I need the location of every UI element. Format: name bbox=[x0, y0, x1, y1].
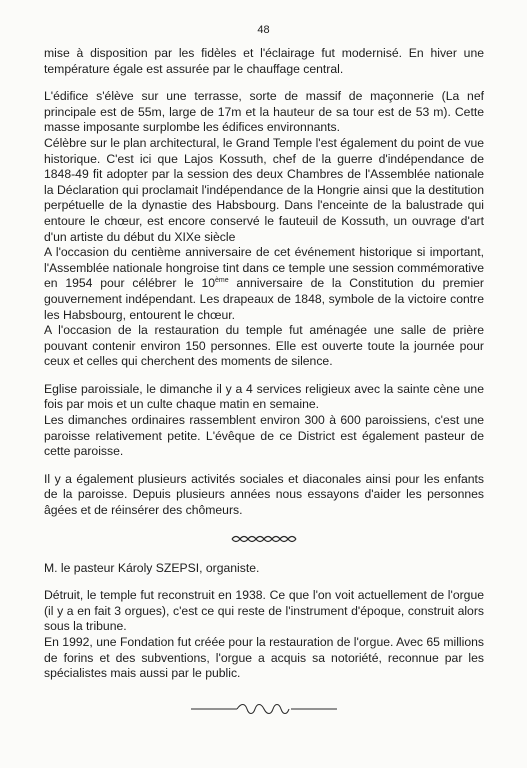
page-number: 48 bbox=[257, 24, 270, 36]
paragraph-parishioners: Les dimanches ordinaires rassemblent environ 300 à 600 paroissiens, c'est une paroisse relativement petite. L'évêque de ce District est également pasteur de cette paroisse. bbox=[44, 413, 484, 459]
paragraph-centenary bbox=[44, 245, 484, 323]
paragraph-prayer-room: A l'occasion de la restauration du temple fut aménagée une salle de prière pouvant contenir environ 150 personnes. Elle est ouverte toute la journée pour ceux et celles qui cherchent des moments de silence. bbox=[44, 323, 484, 369]
paragraph-foundation: En 1992, une Fondation fut créée pour la restauration de l'orgue. Avec 65 millions de forins et des subventions, l'orgue a acquis sa notoriété, reconnue par les spécialistes mais aussi par le public. bbox=[44, 635, 484, 681]
paragraph-services: Eglise paroissiale, le dimanche il y a 4 services religieux avec la sainte cène une fois par mois et un culte chaque matin en semaine. bbox=[44, 381, 484, 412]
ordinal-superscript: ème bbox=[215, 277, 229, 285]
paragraph-organist: M. le pasteur Károly SZEPSI, organiste. bbox=[44, 560, 260, 575]
ornament-divider-icon bbox=[229, 533, 299, 545]
paragraph-history: Célèbre sur le plan architectural, le Grand Temple l'est également du point de vue historique. C'est ici que Lajos Kossuth, chef de la guerre d'indépendance de 1848-49 fit adopter par la session des deux Chambres de l'Assemblée nationale la Déclaration qui proclamait l'indépendance de la Hongrie ainsi que la destitution perpétuelle de la dynastie des Habsbourg. Dans l'enceinte de la balustrade qui entoure le chœur, est encore conservé le fauteuil de Kossuth, un ouvrage d'art d'un artiste du début du XIXe siècle bbox=[44, 135, 484, 244]
centenary-text-continued: anniversaire de la Constitution du premier gouvernement indépendant. Les drapeaux de 1848, symbole de la victoire contre les Habsbourg, entourent le chœur. bbox=[44, 276, 484, 322]
document-body bbox=[44, 46, 484, 716]
centenary-text: A l'occasion du centième anniversaire de cet événement historique si important, l'Assemblée nationale hongroise tint dans ce temple une session commémorative en 1954 pour célébrer le 10 bbox=[44, 245, 484, 291]
flourish-divider-icon bbox=[189, 702, 339, 716]
paragraph-building: L'édifice s'élève sur une terrasse, sorte de massif de maçonnerie (La nef principale est de 55m, large de 17m et la hauteur de sa tour est de 53 m). Cette masse imposante surplombe les édifices environnants. bbox=[44, 89, 484, 135]
paragraph-heating: mise à disposition par les fidèles et l'éclairage fut modernisé. En hiver une température égale est assurée par le chauffage central. bbox=[44, 46, 484, 76]
paragraph-social: Il y a également plusieurs activités sociales et diaconales ainsi pour les enfants de la paroisse. Depuis plusieurs années nous essayons d'aider les personnes âgées et de réinsérer des chômeurs. bbox=[44, 471, 484, 518]
paragraph-organ-history: Détruit, le temple fut reconstruit en 1938. Ce que l'on voit actuellement de l'orgue (il y a en fait 3 orgues), c'est ce qui reste de l'instrument d'époque, construit alors sous la tribune. bbox=[44, 588, 484, 634]
